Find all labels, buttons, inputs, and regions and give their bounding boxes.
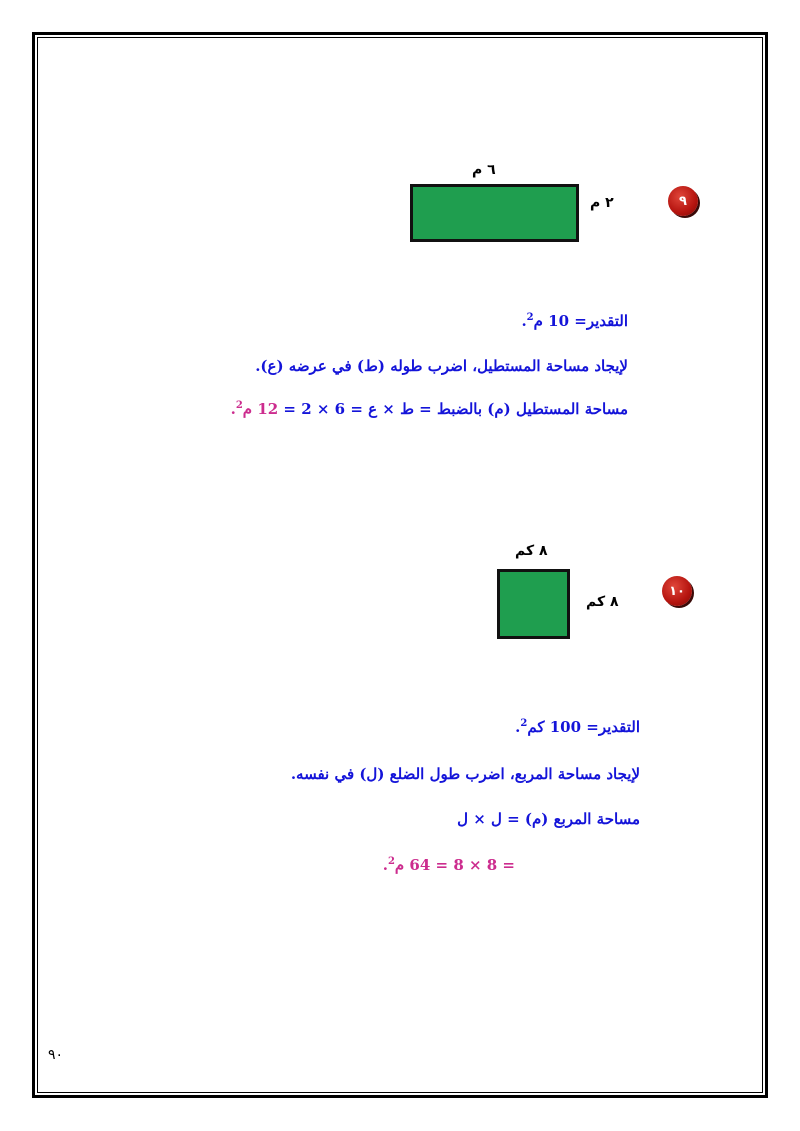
exact-formula: مساحة المستطيل (م) بالضبط = ط × ع = 6 × 2 =	[278, 400, 628, 418]
exact-result: 12 م	[242, 400, 279, 418]
exact-sup: 2	[235, 400, 243, 411]
square-height-label: ٨ كم	[586, 594, 619, 610]
problem-10-badge	[662, 576, 692, 606]
problem-9-estimate	[521, 312, 628, 330]
estimate-end: .	[515, 718, 521, 736]
rectangle-shape	[410, 184, 579, 242]
square-width-label: ٨ كم	[515, 543, 548, 559]
problem-10-number: ١٠	[669, 583, 685, 599]
estimate-sup: 2	[520, 718, 528, 729]
problem-10-result	[383, 856, 515, 874]
problem-9-number: ٩	[679, 193, 687, 209]
rectangle-width-label: ٦ م	[472, 162, 496, 178]
estimate-end: .	[521, 312, 527, 330]
estimate-text: التقدير= 10 م	[533, 312, 628, 330]
result-end: .	[382, 856, 388, 874]
exact-end: .	[230, 400, 236, 418]
estimate-sup: 2	[526, 312, 534, 323]
estimate-text: التقدير= 100 كم	[527, 718, 640, 736]
result-sup: 2	[387, 856, 395, 867]
problem-10-method: لإيجاد مساحة المربع، اضرب طول الضلع (ل) في نفسه.	[290, 765, 640, 783]
problem-9-method: لإيجاد مساحة المستطيل، اضرب طوله (ط) في عرضه (ع).	[255, 357, 628, 375]
problem-9-exact	[231, 400, 628, 418]
problem-9-badge	[668, 186, 698, 216]
page-border-inner	[37, 37, 763, 1093]
result-text: = 8 × 8 = 64 م	[394, 856, 515, 874]
problem-10-estimate	[515, 718, 640, 736]
square-shape	[497, 569, 570, 639]
page-number: ٩٠	[48, 1047, 64, 1063]
problem-10-formula: مساحة المربع (م) = ل × ل	[457, 810, 640, 828]
rectangle-height-label: ٢ م	[590, 195, 614, 211]
